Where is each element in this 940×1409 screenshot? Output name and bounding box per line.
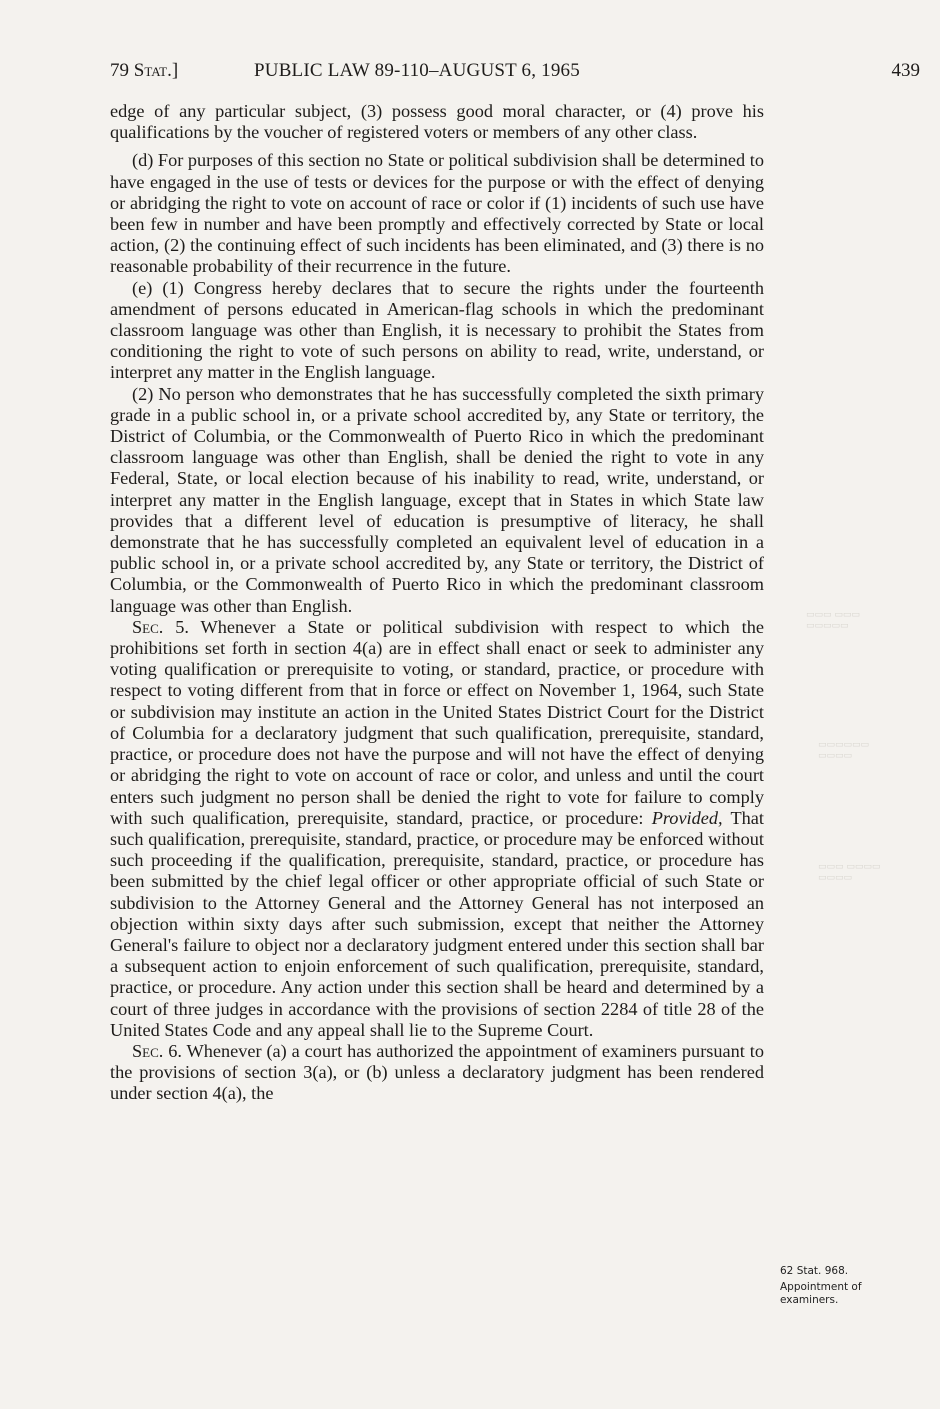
bleed-through-mark: ▭▭▭ ▭▭▭▭ ▭▭▭▭ [818, 862, 881, 883]
statute-citation [110, 60, 178, 82]
page-title: PUBLIC LAW 89-110–AUGUST 6, 1965 [254, 60, 580, 81]
section-6-label: Sec. 6. [132, 1040, 182, 1061]
bleed-through-mark: ▭▭▭ ▭▭▭ ▭▭▭▭▭ [806, 610, 860, 631]
paragraph-subsection-e1: (e) (1) Congress hereby declares that to secure the rights under the fourteenth amendment of persons educated in American-flag schools in which the predominant classroom language was other than English, it is necessary to prohibit the States from conditioning the right to vote of such persons on ability to read, write, understand, or interpret any matter in the English language. [110, 277, 764, 383]
section-5-label: Sec. 5. [132, 616, 189, 637]
margin-note-appointment-of-examiners: Appointment of examiners. [780, 1281, 862, 1306]
paragraph-subsection-e2: (2) No person who demonstrates that he has successfully completed the sixth primary grade in a public school in, or a private school accredited by, any State or territory, the District of Columbia, or the Commonwealth of Puerto Rico in which the predominant classroom language was other than English, shall be denied the right to vote in any Federal, State, or local election because of his inability to read, write, understand, or interpret any matter in the English language, except that in States in which State law provides that a different level of education is presumptive of literacy, he shall demonstrate that he has successfully completed an equivalent level of education in a public school in, or a private school accredited by, any State or territory, the District of Columbia, or the Commonwealth of Puerto Rico in which the predominant classroom language was other than English. [110, 383, 764, 616]
paragraph-subsection-d: (d) For purposes of this section no State or political subdivision shall be determined to have engaged in the use of tests or devices for the purpose or with the effect of denying or abridging the right to vote on account of race or color if (1) incidents of such use have been few in number and have been promptly and effectively corrected by State or local action, (2) the continuing effect of such incidents has been eliminated, and (3) there is no reasonable probability of their recurrence in the future. [110, 150, 764, 277]
margin-note-stat-reference: 62 Stat. 968. [780, 1265, 849, 1277]
running-header [110, 60, 920, 86]
section-6-text: Whenever (a) a court has authorized the appointment of examiners pursuant to the provisions of section 3(a), or (b) unless a declaratory judgment has been rendered under section 4(a), the [110, 1040, 764, 1104]
page-number: 439 [891, 60, 920, 81]
citation-bracket: ] [171, 60, 179, 81]
section-5-provided: Provided, [651, 807, 723, 828]
section-5-text-after: That such qualification, prerequisite, standard, practice, or procedure may be enforced without such proceeding if the qualification, prerequisite, standard, practice, or procedure has been submitted by the chief legal officer or other appropriate official of such State or subdivision to the Attorney General and the Attorney General has not interposed an objection within sixty days after such submission, except that neither the Attorney General's failure to object nor a declaratory judgment entered under this section shall bar a subsequent action to enjoin enforcement of such qualification, prerequisite, standard, practice, or procedure. Any action under this section shall be heard and determined by a court of three judges in accordance with the provisions of section 2284 of title 28 of the United States Code and any appeal shall lie to the Supreme Court. [110, 807, 764, 1040]
paragraph-continuation: edge of any particular subject, (3) possess good moral character, or (4) prove his qualifications by the voucher of registered voters or members of any other class. [110, 101, 764, 143]
paragraph-section-6 [110, 1041, 764, 1105]
bleed-through-mark: ▭▭▭▭▭▭ ▭▭▭▭ [818, 740, 870, 761]
stat-label: Stat. [133, 60, 172, 81]
section-5-text-before: Whenever a State or political subdivision with respect to which the prohibitions set forth in section 4(a) are in effect shall enact or seek to administer any voting qualification or prerequisite to voting, or standard, practice, or procedure with respect to voting different from that in force or effect on November 1, 1964, such State or subdivision may institute an action in the United States District Court for the District of Columbia for a declaratory judgment that such qualification, prerequisite, standard, practice, or procedure does not have the purpose and will not have the effect of denying or abridging the right to vote on account of race or color, and unless and until the court enters such judgment no person shall be denied the right to vote for failure to comply with such qualification, prerequisite, standard, practice, or procedure: [110, 616, 765, 828]
volume-number: 79 [110, 60, 129, 81]
statute-body [110, 101, 764, 1105]
paragraph-section-5 [110, 617, 764, 1041]
